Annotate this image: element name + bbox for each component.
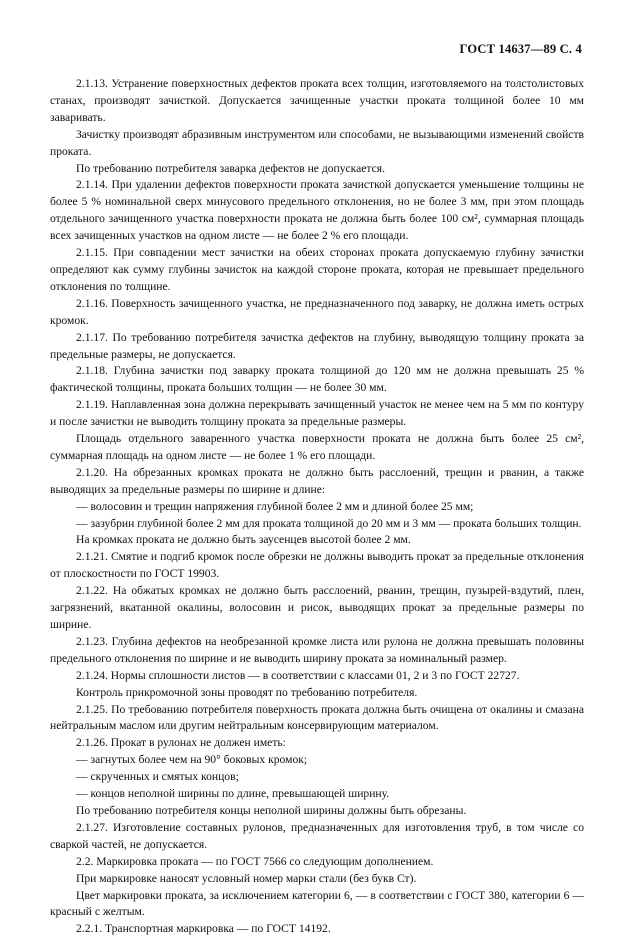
paragraph-2-1-14: 2.1.14. При удалении дефектов поверхности проката зачисткой допускается уменьшение толщины не более 5 % номинальной сверх минусового предельного отклонения, но не более 3 мм, при этом площадь отдельного зачищенного участка поверхности проката не должна быть более 100 см², суммарная площадь всех зачищенных участков на одном листе — не более 2 % его площади. — [50, 178, 584, 243]
paragraph-welded-area: Площадь отдельного заваренного участка поверхности проката не должна быть более 25 см², суммарная площадь на одном листе — не более 1 % его площади. — [50, 432, 584, 462]
paragraph-marking-number: При маркировке наносят условный номер марки стали (без букв Ст). — [76, 871, 417, 885]
paragraph-2-2: 2.2. Маркировка проката — по ГОСТ 7566 со следующим дополнением. — [76, 854, 434, 868]
paragraph-2-1-20: 2.1.20. На обрезанных кромках проката не должно быть расслоений, трещин и рванин, а также выводящих за предельные размеры по ширине и длине: — [50, 465, 584, 496]
paragraph-2-1-26: 2.1.26. Прокат в рулонах не должен иметь: — [76, 736, 286, 750]
paragraph-2-1-13: 2.1.13. Устранение поверхностных дефектов проката всех толщин, изготовляемого на толстолистовых станах, производят зачисткой. Допускается зачищенные участки проката толщиной более 10 мм заваривать. — [50, 77, 584, 124]
paragraph-burrs: На кромках проката не должно быть заусенцев высотой более 2 мм. — [76, 533, 411, 547]
paragraph-2-1-21: 2.1.21. Смятие и подгиб кромок после обрезки не должны выводить прокат за предельные отклонения от плоскостности по ГОСТ 19903. — [50, 550, 584, 581]
list-item-hairlines: — волосовин и трещин напряжения глубиной более 2 мм и длиной более 25 мм; — [76, 499, 474, 513]
paragraph-2-2-1: 2.2.1. Транспортная маркировка — по ГОСТ 14192. — [76, 922, 331, 936]
paragraph-edge-zone-control: Контроль прикромочной зоны проводят по требованию потребителя. — [76, 685, 418, 699]
paragraph-2-1-27: 2.1.27. Изготовление составных рулонов, предназначенных для изготовления труб, в том числе со сваркой частей, не допускается. — [50, 820, 584, 851]
paragraph-2-1-22: 2.1.22. На обжатых кромках не должно быть расслоений, рванин, трещин, пузырей-вздутий, плен, загрязнений, вкатанной окалины, волосовин и рисок, выводящих прокат за предельные размеры по ширине. — [50, 584, 584, 631]
paragraph-2-1-16: 2.1.16. Поверхность зачищенного участка, не предназначенного под заварку, не должна иметь острых кромок. — [50, 296, 584, 327]
paragraph-2-1-25: 2.1.25. По требованию потребителя поверхность проката должна быть очищена от окалины и смазана нейтральным маслом или другим нейтральным консервирующим материалом. — [50, 702, 584, 733]
list-item-partial-width-ends: — концов неполной ширины по длине, превышающей ширину. — [76, 787, 390, 801]
paragraph-2-1-19: 2.1.19. Наплавленная зона должна перекрывать зачищенный участок не менее чем на 5 мм по контуру и после зачистки не выводить толщину проката за предельные размеры. — [50, 398, 584, 429]
paragraph-2-1-17: 2.1.17. По требованию потребителя зачистка дефектов на глубину, выводящую толщину проката за предельные размеры, не допускается. — [50, 330, 584, 361]
paragraph-2-1-18: 2.1.18. Глубина зачистки под заварку проката толщиной до 120 мм не должна превышать 25 % фактической толщины, проката больших толщин — не более 30 мм. — [50, 364, 584, 395]
document-body — [50, 76, 584, 938]
list-item-notches: — зазубрин глубиной более 2 мм для проката толщиной до 20 мм и 3 мм — проката больших толщин. — [76, 516, 582, 530]
paragraph-2-1-24: 2.1.24. Нормы сплошности листов — в соответствии с классами 01, 2 и 3 по ГОСТ 22727. — [76, 668, 520, 682]
paragraph-no-welding: По требованию потребителя заварка дефектов не допускается. — [76, 161, 386, 175]
paragraph-ends-trimmed: По требованию потребителя концы неполной ширины должны быть обрезаны. — [76, 803, 467, 817]
paragraph-2-1-23: 2.1.23. Глубина дефектов на необрезанной кромке листа или рулона не должна превышать половины предельного отклонения по ширине и не выводить ширину проката за номинальный размер. — [50, 634, 584, 665]
page-header: ГОСТ 14637—89 С. 4 — [459, 42, 582, 56]
paragraph-marking-color: Цвет маркировки проката, за исключением категории 6, — в соответствии с ГОСТ 380, категории 6 — красный с желтым. — [50, 888, 584, 919]
paragraph-2-1-15: 2.1.15. При совпадении мест зачистки на обеих сторонах проката допускаемую глубину зачистки определяют как сумму глубины зачисток на каждой стороне проката, которая не превышает предельного отклонения по толщине. — [50, 246, 584, 293]
list-item-bent-edges: — загнутых более чем на 90° боковых кромок; — [76, 753, 308, 767]
paragraph-cleaning-tools: Зачистку производят абразивным инструментом или способами, не вызывающими изменений свойств проката. — [50, 127, 584, 158]
list-item-twisted-ends: — скрученных и смятых концов; — [76, 770, 239, 784]
